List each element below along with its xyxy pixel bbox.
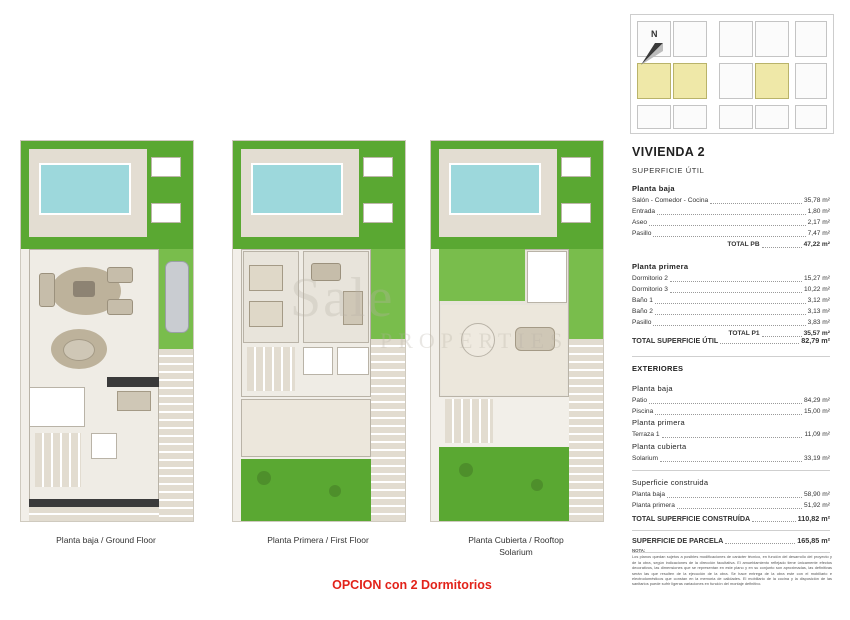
table-row [632, 274, 830, 284]
armchair-2 [107, 299, 133, 315]
row-dots [720, 342, 799, 344]
row-value: 7,47 m² [807, 230, 830, 237]
row-value: 84,29 m² [803, 397, 830, 404]
total-label: TOTAL P1 [728, 330, 760, 337]
row-dots [655, 313, 806, 315]
keyplan-cell-3 [719, 21, 753, 57]
outdoor-furniture-5 [561, 157, 591, 177]
keyplan-cell-4 [755, 21, 789, 57]
plant-3 [459, 463, 473, 477]
parasol [461, 323, 495, 357]
row-dots [710, 202, 802, 204]
toilet-room [91, 433, 117, 459]
row-label: Dormitorio 2 [632, 275, 668, 282]
staircase [35, 433, 81, 487]
watermark-top-text: Sale [290, 267, 395, 329]
total-util-row [632, 336, 830, 346]
entrance-paving [29, 507, 159, 521]
divider-3 [632, 530, 830, 531]
row-label: Aseo [632, 219, 648, 226]
sofa-left [39, 273, 55, 307]
block-parcela [632, 536, 830, 547]
row-value: 11,09 m² [804, 431, 830, 438]
keyplan-cell-14 [755, 105, 789, 129]
total-built-row [632, 514, 830, 524]
plant-2 [329, 485, 341, 497]
plan-caption-rooftop-line1: Planta Cubierta / Rooftop [468, 535, 564, 545]
row-label: Piscina [632, 408, 654, 415]
swimming-pool-roof [449, 163, 541, 215]
outdoor-furniture-2 [151, 203, 181, 223]
row-value: 3,83 m² [807, 319, 830, 326]
divider-1 [632, 356, 830, 357]
divider-2 [632, 470, 830, 471]
block-exteriores [632, 364, 830, 376]
row-dots [653, 324, 805, 326]
table-row [632, 430, 830, 440]
armchair-1 [107, 267, 133, 283]
outdoor-furniture-4 [363, 203, 393, 223]
row-dots [752, 520, 795, 522]
rooftop-plan [430, 140, 604, 522]
row-dots [655, 413, 802, 415]
row-dots [660, 460, 802, 462]
bathroom-1 [303, 347, 333, 375]
bed-1 [249, 265, 283, 291]
total-built-value: 110,82 m² [797, 514, 830, 523]
row-value: 3,13 m² [807, 308, 830, 315]
ground-floor-plan [20, 140, 194, 522]
site-key-plan [630, 14, 834, 134]
north-arrow-icon [633, 29, 679, 73]
plot-row [632, 536, 830, 546]
front-wall [29, 499, 159, 507]
row-dots [670, 291, 802, 293]
table-row [632, 490, 830, 500]
first-floor-plan [232, 140, 406, 522]
watermark-bottom-text: PROPERTIES [380, 328, 569, 353]
row-dots [677, 507, 802, 509]
driveway-paving [159, 349, 193, 521]
block-total-util [632, 336, 830, 347]
row-label: Terraza 1 [632, 431, 660, 438]
total-built-label: TOTAL SUPERFICIE CONSTRUÍDA [632, 514, 751, 523]
heading-ext-planta-primera: Planta primera [632, 418, 685, 427]
row-label: Pasillo [632, 230, 652, 237]
total-value: 47,22 m² [803, 241, 830, 248]
block-superficie-construida [632, 478, 830, 512]
coffee-table [73, 281, 95, 297]
row-value: 15,27 m² [803, 275, 830, 282]
block-planta-baja [632, 184, 830, 251]
page-title: VIVIENDA 2 [632, 145, 706, 159]
wardrobe [343, 291, 363, 325]
kitchen-counter [107, 377, 159, 387]
total-value: 35,57 m² [803, 330, 830, 337]
block-ext-planta-cubierta [632, 442, 830, 465]
heading-planta-baja: Planta baja [632, 184, 675, 193]
block-ext-planta-primera [632, 418, 830, 441]
total-dots [762, 246, 802, 248]
row-label: Solarium [632, 455, 659, 462]
row-value: 10,22 m² [803, 286, 830, 293]
block-ext-planta-baja [632, 384, 830, 418]
lower-garden-roof [439, 447, 569, 521]
plan-caption-rooftop-line2: Solarium [499, 547, 533, 557]
row-dots [667, 496, 802, 498]
keyplan-cell-11 [637, 105, 671, 129]
plan-column-first-floor [232, 140, 404, 546]
row-label: Planta baja [632, 491, 665, 498]
bedroom3-sofa [311, 263, 341, 281]
table-row [632, 196, 830, 206]
row-label: Dormitorio 3 [632, 286, 668, 293]
lower-garden-first [241, 459, 371, 521]
terrace-1 [241, 399, 371, 457]
row-value: 33,19 m² [803, 455, 830, 462]
table-row [632, 501, 830, 511]
roof-access-room [527, 251, 567, 303]
row-value: 58,90 m² [803, 491, 830, 498]
plan-caption-rooftop [430, 534, 602, 558]
heading-ext-planta-cubierta: Planta cubierta [632, 442, 687, 451]
row-dots [649, 224, 806, 226]
swimming-pool-first [251, 163, 343, 215]
keyplan-cell-13 [719, 105, 753, 129]
table-row [632, 207, 830, 217]
row-value: 35,78 m² [803, 197, 830, 204]
sun-lounger [515, 327, 555, 351]
plot-value: 165,85 m² [797, 536, 830, 545]
row-label: Entrada [632, 208, 656, 215]
staircase-roof [445, 399, 493, 443]
option-note: OPCION con 2 Dormitorios [332, 578, 492, 592]
driveway-paving-roof [569, 339, 603, 521]
block-total-construida [632, 514, 830, 525]
plant-1 [257, 471, 271, 485]
row-label: Salón - Comedor - Cocina [632, 197, 709, 204]
plant-4 [531, 479, 543, 491]
side-garden-first [371, 249, 405, 339]
staircase-first [247, 347, 295, 391]
total-label: TOTAL PB [727, 241, 760, 248]
row-dots [725, 542, 795, 544]
table-row [632, 454, 830, 464]
keyplan-cell-9-highlight [755, 63, 789, 99]
plan-column-rooftop [430, 140, 602, 558]
parked-car [165, 261, 189, 333]
legal-note [632, 548, 832, 587]
total-util-label: TOTAL SUPERFICIE ÚTIL [632, 336, 719, 345]
legal-note-text: Los planos quedan sujetos a posibles modificaciones de carácter técnico, en función del desarrollo del proyecto y de la obra, según indicaciones de la dirección facultativa. El amueblamiento reflejado tiene únicamente efectos decorativos, las dimensiones que se representan en este plano y en su conjunto son aproximadas, las definitivas serán las que resulten de la ejecución de la obra. Se hace entrega de la obra este con el mobiliario e electrodomésticos que constan en la memoria de calidades. El mobiliario de la cocina y la disposición de las sanitarios puede sufrir ligeras variaciones en función del montaje definitivo. [632, 554, 832, 587]
swimming-pool [39, 163, 131, 215]
row-label: Pasillo [632, 319, 652, 326]
table-row [632, 307, 830, 317]
table-row [632, 296, 830, 306]
table-row-total [632, 240, 830, 250]
heading-superficie-construida: Superficie construida [632, 478, 709, 487]
section-subtitle-utiles: SUPERFICIE ÚTIL [632, 166, 705, 175]
plan-caption-ground: Planta baja / Ground Floor [56, 535, 156, 545]
total-util-value: 82,79 m² [801, 336, 830, 345]
plot-label: SUPERFICIE DE PARCELA [632, 536, 724, 545]
row-label: Planta primera [632, 502, 675, 509]
block-planta-primera [632, 262, 830, 340]
kitchen-island [117, 391, 151, 411]
dining-table [63, 339, 95, 361]
row-dots [662, 436, 803, 438]
hallway [29, 387, 85, 427]
plan-column-ground-floor [20, 140, 192, 546]
side-garden-roof [569, 249, 603, 339]
outdoor-furniture-6 [561, 203, 591, 223]
row-value: 1,80 m² [807, 208, 830, 215]
keyplan-cell-5 [795, 21, 827, 57]
row-value: 2,17 m² [807, 219, 830, 226]
driveway-paving-first [371, 339, 405, 521]
keyplan-cell-12 [673, 105, 707, 129]
row-value: 51,92 m² [803, 502, 830, 509]
north-label: N [651, 29, 658, 39]
bed-2 [249, 301, 283, 327]
row-dots [649, 402, 802, 404]
outdoor-furniture-3 [363, 157, 393, 177]
table-row [632, 218, 830, 228]
row-dots [653, 235, 805, 237]
roof-green-area [439, 249, 525, 301]
bathroom-2 [337, 347, 369, 375]
table-row [632, 229, 830, 239]
row-label: Patio [632, 397, 648, 404]
heading-planta-primera: Planta primera [632, 262, 689, 271]
keyplan-cell-15 [795, 105, 827, 129]
table-row [632, 318, 830, 328]
row-value: 15,00 m² [803, 408, 830, 415]
table-row [632, 285, 830, 295]
plan-caption-first: Planta Primera / First Floor [267, 535, 369, 545]
row-label: Baño 1 [632, 297, 653, 304]
heading-ext-planta-baja: Planta baja [632, 384, 673, 393]
row-dots [655, 302, 806, 304]
keyplan-cell-8 [719, 63, 753, 99]
row-label: Baño 2 [632, 308, 653, 315]
keyplan-cell-10 [795, 63, 827, 99]
table-row [632, 396, 830, 406]
row-value: 3,12 m² [807, 297, 830, 304]
heading-exteriores: EXTERIORES [632, 364, 684, 373]
table-row [632, 407, 830, 417]
row-dots [670, 280, 802, 282]
info-panel [606, 0, 850, 620]
outdoor-furniture-1 [151, 157, 181, 177]
legal-note-heading: NOTA: [632, 548, 646, 553]
row-dots [657, 213, 806, 215]
